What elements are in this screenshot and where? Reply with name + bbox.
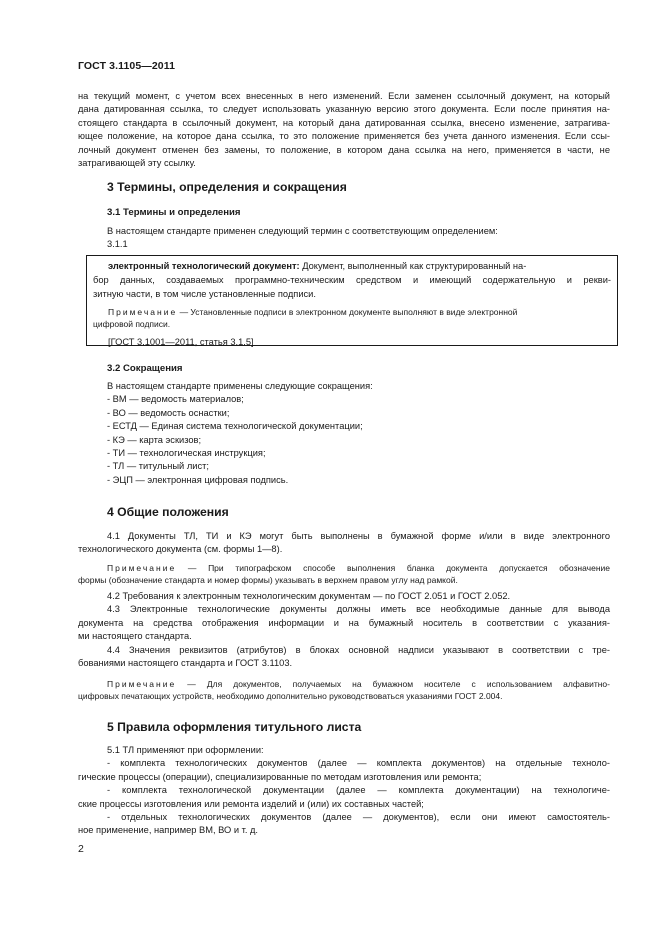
bullet-1-line-1: - комплекта технологических документов (далее — комплекта документов) на отдельные техноло-	[107, 758, 610, 769]
p43-line-3: ми настоящего стандарта.	[78, 631, 192, 642]
bullet-1-line-2: гические процессы (операции), специализированные по методам изготовления или ремонта;	[78, 771, 482, 782]
abbreviation-item: - ВО — ведомость оснастки;	[107, 407, 230, 418]
section-5-heading: 5 Правила оформления титульного листа	[107, 720, 362, 734]
note1-line-2: формы (обозначение стандарта и номер формы) указывать в верхнем правом углу над рамкой.	[78, 575, 458, 586]
term-def-3: зитную части, в том числе установленные подписи.	[93, 289, 316, 299]
abbreviation-item: - КЭ — карта эскизов;	[107, 434, 202, 445]
note1-label: Примечание	[107, 563, 177, 573]
term-name: электронный технологический документ:	[108, 261, 300, 271]
section-4-heading: 4 Общие положения	[107, 505, 229, 519]
term-def-2: бор данных, создаваемых программно-техническим средством и имеющий содержательную и рекви-	[93, 275, 611, 285]
note2-line-2: цифровых печатающих устройств, необходимо дополнительно руководствоваться указаниями ГОСТ 2.004.	[78, 691, 503, 702]
intro-line: дана датированная ссылка, то следует использовать указанную версию этого документа. Если после принятия на-	[78, 104, 610, 115]
paragraphs-4-2-to-4-4	[78, 590, 610, 670]
note2-line-1	[78, 678, 610, 690]
note-4-4	[78, 678, 610, 703]
subsection-3-1-heading: 3.1 Термины и определения	[107, 207, 241, 218]
abbreviations-block	[107, 380, 610, 487]
subsection-3-2-heading: 3.2 Сокращения	[107, 363, 183, 374]
term-note-2: цифровой подписи.	[93, 319, 171, 330]
section-3-heading: 3 Термины, определения и сокращения	[107, 180, 347, 194]
term-note-text-1: — Установленные подписи в электронном документе выполняют в виде электронной	[177, 307, 518, 317]
bullet-2-line-2: ские процессы изготовления или ремонта изделий и (или) их составных частей;	[78, 798, 424, 809]
term-definition-box	[86, 255, 618, 346]
p41-line-2: технологического документа (см. формы 1—8).	[78, 544, 283, 555]
intro-line: лочный документ отменен без замены, то положение, в котором дана ссылка на него, применяется в части, не	[78, 144, 610, 155]
abbreviation-item: - ТЛ — титульный лист;	[107, 461, 209, 472]
term-line-1	[93, 259, 611, 273]
p41-line-1: 4.1 Документы ТЛ, ТИ и КЭ могут быть выполнены в бумажной форме и/или в виде электронного	[107, 531, 610, 541]
note1-text-1: — При типографском способе выполнения бланка документа допускается обозначение	[176, 563, 610, 573]
paragraph-5-1	[78, 744, 610, 838]
abbreviation-item: - ТИ — технологическая инструкция;	[107, 448, 266, 459]
p43-line-1: 4.3 Электронные технологические документы должны иметь все необходимые данные для вывода	[107, 604, 610, 615]
p44-line-1: 4.4 Значения реквизитов (атрибутов) в блоках основной надписи указывают в соответствии с тре-	[107, 644, 610, 655]
p44-line-2: бованиями настоящего стандарта и ГОСТ 3.1103.	[78, 658, 293, 669]
note1-line-1	[78, 562, 610, 574]
p43-line-2: документа на средства отображения информации и на бумажный носитель в соответствии с указания-	[78, 617, 610, 628]
paragraph-4-1	[78, 530, 610, 557]
term-note-label: Примечание	[108, 307, 178, 317]
abbreviation-item: - ЕСТД — Единая система технологической документации;	[107, 421, 363, 432]
abbreviations-intro: В настоящем стандарте применены следующие сокращения:	[107, 381, 373, 391]
intro-line: на текущий момент, с учетом всех внесенных в него изменений. Если заменен ссылочный документ, на который	[78, 91, 610, 101]
note2-label: Примечание	[107, 679, 177, 689]
intro-line: ющее положение, на которое дана ссылка, то это положение применяется без учета данного изменения. Если ссы-	[78, 131, 610, 142]
intro-line: стоящего стандарта в ссылочный документ, на который дана датированная ссылка, внесено изменение, затрагива-	[78, 117, 610, 128]
sub1-text: В настоящем стандарте применен следующий термин с соответствующим определением:	[107, 226, 498, 236]
document-header: ГОСТ 3.1105—2011	[78, 60, 176, 72]
abbreviation-item: - ЭЦП — электронная цифровая подпись.	[107, 474, 289, 485]
bullet-3-line-1: - отдельных технологических документов (далее — документов), если они имеют самостоятель-	[107, 812, 610, 823]
term-source: [ГОСТ 3.1001—2011, статья 3.1.5]	[108, 336, 254, 347]
term-note-1	[93, 306, 611, 318]
item-number: 3.1.1	[107, 239, 128, 250]
bullet-3-line-2: ное применение, например ВМ, ВО и т. д.	[78, 825, 258, 836]
note2-text-1: — Для документов, получаемых на бумажном носителе с использованием алфавитно-	[176, 679, 610, 689]
bullet-2-line-1: - комплекта технологической документации (далее — комплекта документации) на технологиче-	[107, 785, 610, 796]
abbreviation-item: - ВМ — ведомость материалов;	[107, 394, 244, 405]
intro-paragraph	[78, 90, 610, 170]
subsection-3-1-text	[107, 225, 610, 252]
p51-line: 5.1 ТЛ применяют при оформлении:	[107, 745, 264, 755]
page-number: 2	[78, 843, 84, 855]
note-4-1	[78, 562, 610, 587]
intro-line: затрагивающей эту ссылку.	[78, 158, 196, 169]
term-def-1: Документ, выполненный как структурированный на-	[299, 261, 527, 271]
p42-line: 4.2 Требования к электронным технологическим документам — по ГОСТ 2.051 и ГОСТ 2.052.	[107, 591, 511, 601]
